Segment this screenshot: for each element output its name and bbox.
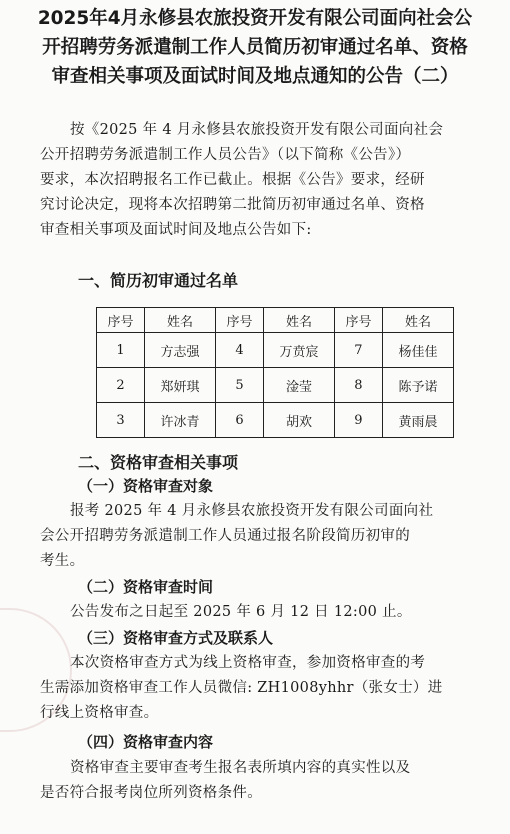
text-line: 生需添加资格审查工作人员微信: ZH1008yhhr（张女士）进	[40, 680, 443, 696]
table-cell: 3	[97, 403, 145, 438]
table-row	[97, 333, 454, 368]
column-header: 序号	[334, 308, 382, 333]
table-cell: 许冰青	[144, 403, 215, 438]
text-line: 考生。	[40, 553, 85, 569]
intro-line: 究讨论决定，现将本次招聘第二批简历初审通过名单、资格	[40, 197, 425, 213]
document-title	[10, 4, 500, 91]
intro-line: 按《2025 年 4 月永修县农旅投资开发有限公司面向社会	[70, 122, 444, 138]
subheading-review-time: （二）资格审查时间	[78, 578, 214, 596]
table-cell: 黄雨晨	[382, 403, 453, 438]
text-line: 行线上资格审查。	[40, 705, 159, 721]
table-cell: 5	[215, 368, 263, 403]
table-cell: 方志强	[144, 333, 215, 368]
text-line: 资格审查主要审查考生报名表所填内容的真实性以及	[70, 760, 411, 776]
review-content-text	[40, 756, 505, 806]
column-header: 姓名	[263, 308, 334, 333]
text-line: 是否符合报考岗位所列资格条件。	[40, 785, 262, 801]
table-cell: 杨佳佳	[382, 333, 453, 368]
table-cell: 郑妍琪	[144, 368, 215, 403]
table-cell: 7	[334, 333, 382, 368]
shortlist-table	[96, 307, 454, 438]
review-method-text	[40, 651, 505, 726]
table-cell: 6	[215, 403, 263, 438]
review-target-text	[40, 499, 505, 574]
text-line: 本次资格审查方式为线上资格审查，参加资格审查的考	[70, 655, 426, 671]
column-header: 序号	[97, 308, 145, 333]
table-cell: 4	[215, 333, 263, 368]
intro-paragraph	[40, 118, 500, 243]
subheading-review-method: （三）资格审查方式及联系人	[78, 629, 274, 647]
table-cell: 9	[334, 403, 382, 438]
table-cell: 1	[97, 333, 145, 368]
section-heading-shortlist: 一、简历初审通过名单	[78, 271, 239, 290]
column-header: 姓名	[382, 308, 453, 333]
column-header: 序号	[215, 308, 263, 333]
subheading-review-target: （一）资格审查对象	[78, 477, 214, 495]
intro-line: 要求，本次招聘报名工作已截止。根据《公告》要求，经研	[40, 172, 425, 188]
table-cell: 2	[97, 368, 145, 403]
text-line: 公告发布之日起至 2025 年 6 月 12 日 12:00 止。	[70, 604, 412, 620]
table-cell: 胡欢	[263, 403, 334, 438]
subheading-review-content: （四）资格审查内容	[78, 733, 214, 751]
table-cell: 万贲宸	[263, 333, 334, 368]
table-cell: 淦莹	[263, 368, 334, 403]
text-line: 报考 2025 年 4 月永修县农旅投资开发有限公司面向社	[70, 503, 434, 519]
table-cell: 陈予诺	[382, 368, 453, 403]
text-line: 会公开招聘劳务派遣制工作人员通过报名阶段简历初审的	[40, 528, 410, 544]
title-line: 2025年4月永修县农旅投资开发有限公司面向社会公	[37, 8, 473, 29]
column-header: 姓名	[144, 308, 215, 333]
review-time-text	[40, 600, 505, 625]
table-cell: 8	[334, 368, 382, 403]
intro-line: 审查相关事项及面试时间及地点公告如下:	[40, 222, 312, 238]
title-line: 审查相关事项及面试时间及地点通知的公告（二）	[51, 66, 459, 87]
table-header-row	[97, 308, 454, 333]
title-line: 开招聘劳务派遣制工作人员简历初审通过名单、资格	[42, 37, 468, 58]
section-heading-qualification: 二、资格审查相关事项	[78, 453, 239, 472]
intro-line: 公开招聘劳务派遣制工作人员公告》（以下简称《公告》）	[40, 147, 411, 163]
table-row	[97, 368, 454, 403]
table-row	[97, 403, 454, 438]
